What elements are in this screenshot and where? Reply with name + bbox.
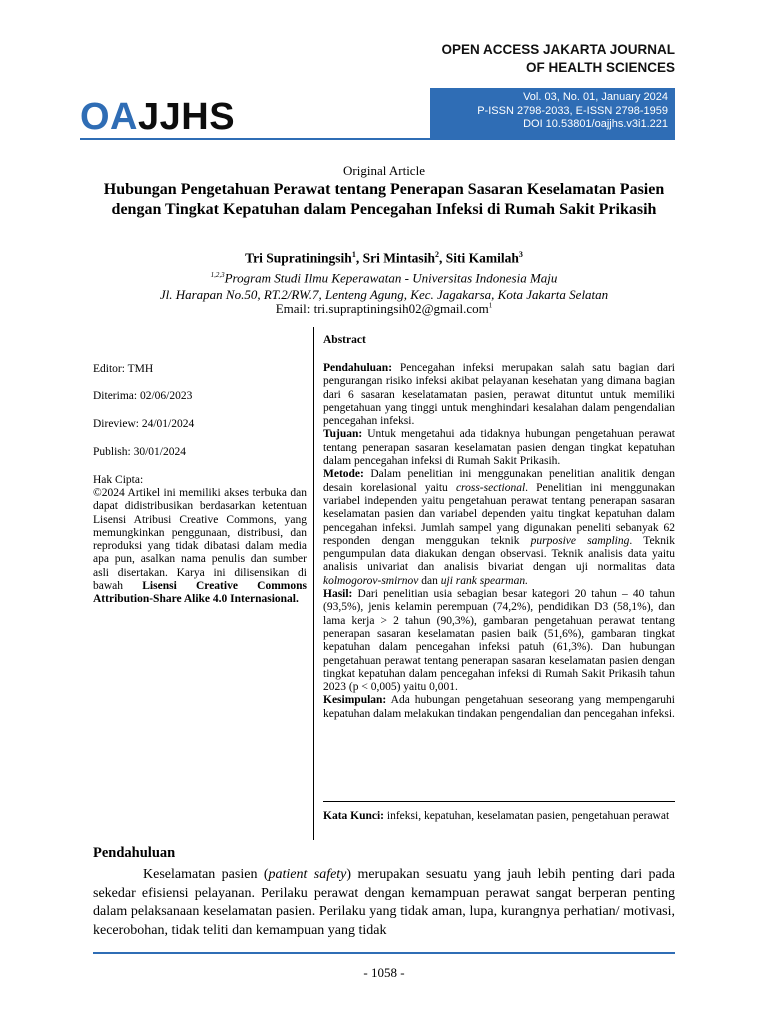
- body-text: Keselamatan pasien (: [143, 867, 269, 882]
- method-term: purposive sampling: [530, 534, 630, 547]
- body-term: patient safety: [268, 867, 347, 882]
- journal-name-line-1: OPEN ACCESS JAKARTA JOURNAL: [441, 42, 675, 57]
- aim-label: Tujuan:: [323, 428, 363, 441]
- copyright-label: Hak Cipta:: [93, 474, 144, 486]
- issn-info: P-ISSN 2798-2033, E-ISSN 2798-1959: [477, 104, 668, 117]
- copyright-text: [93, 487, 307, 607]
- journal-logo: [80, 94, 235, 140]
- method-text: Dalam penelitian ini menggunakan penelitian analitik dengan desain korelasional yaitu: [323, 468, 676, 494]
- method-term: uji rank spearman.: [440, 574, 528, 587]
- keywords-text: infeksi, kepatuhan, keselamatan pasien, pengetahuan perawat: [386, 810, 670, 822]
- aim-text: Untuk mengetahui ada tidaknya hubungan pengetahuan perawat tentang penerapan sasaran keselamatan pasien dengan tingkat kepatuhan dalam pencegahan infeksi di Rumah Sakit Prikasih.: [323, 428, 675, 468]
- affiliation-block: [0, 267, 768, 303]
- license-name[interactable]: Lisensi Creative Commons Attribution-Share Alike 4.0 Internasional.: [93, 580, 307, 606]
- author-sup: 2: [434, 250, 439, 259]
- body-text: ) merupakan sesuatu yang jauh lebih penting dari pada sekedar efisiensi pelayanan. Perilaku perawat dengan kemampuan perawat sangat berperan penting dalam pelaksanaan keselamatan pasien. Perilaku yang tidak aman, lupa, kurangnya perhatian/ motivasi, kecerobohan, tidak teliti dan kemampuan yang tidak: [93, 867, 675, 938]
- method-label: Metode:: [323, 468, 364, 481]
- header-divider: [80, 138, 675, 140]
- address: Jl. Harapan No.50, RT.2/RW.7, Lenteng Agung, Kec. Jagakarsa, Kota Jakarta Selatan: [159, 287, 609, 303]
- article-title: Hubungan Pengetahuan Perawat tentang Penerapan Sasaran Keselamatan Pasien dengan Tingkat Kepatuhan dalam Pencegahan Infeksi di Rumah Sakit Prikasih: [103, 181, 665, 218]
- article-type: Original Article: [343, 163, 425, 178]
- body-paragraph: [93, 866, 675, 940]
- abstract-body: [323, 362, 675, 721]
- conclusion-text: Ada hubungan pengetahuan seseorang yang mempengaruhi kepatuhan dalam melakukan tindakan pengendalian dan pencegahan infeksi.: [323, 694, 675, 720]
- method-text: dan: [421, 574, 438, 587]
- doi-info: DOI 10.53801/oajjhs.v3i1.221: [523, 118, 668, 130]
- conclusion-label: Kesimpulan:: [323, 694, 387, 707]
- abstract-intro: [323, 362, 675, 428]
- abstract-aim: [323, 428, 675, 468]
- copyright-body: ©2024 Artikel ini memiliki akses terbuka dan dapat didistribusikan berdasarkan ketentuan Lisensi Atribusi Creative Commons, yang memungkinkan penggunaan, distribusi, dan reproduksi yang tidak dibatasi dalam media apa pun, asalkan nama penulis dan sumber asli disertakan. Karya ini dilisensikan di bawah: [93, 487, 307, 593]
- author-sep: ,: [438, 250, 446, 266]
- keywords-label: Kata Kunci:: [323, 810, 385, 822]
- email-line[interactable]: [0, 301, 768, 317]
- received-date: Diterima: 02/06/2023: [93, 390, 193, 402]
- journal-name-line-2: OF HEALTH SCIENCES: [525, 60, 675, 75]
- journal-info-box: [430, 88, 675, 138]
- affiliation: Program Studi Ilmu Keperawatan - Universitas Indonesia Maju: [224, 270, 558, 286]
- keywords: [323, 810, 675, 823]
- intro-label: Pendahuluan:: [323, 362, 393, 374]
- author-sup: 1: [351, 250, 356, 259]
- method-term: cross-sectional: [455, 481, 526, 494]
- author-name: Tri Supratiningsih: [245, 250, 352, 266]
- keywords-divider: [323, 801, 675, 802]
- publish-date: Publish: 30/01/2024: [93, 446, 186, 458]
- abstract-conclusion: [323, 694, 675, 721]
- method-term: kolmogorov-smirnov: [323, 574, 419, 587]
- journal-name: [441, 41, 675, 77]
- author-sep: ,: [355, 250, 363, 266]
- section-heading: Pendahuluan: [93, 845, 176, 861]
- page-number: - 1058 -: [363, 965, 405, 980]
- intro-text: Pencegahan infeksi merupakan salah satu bagian dari pengurangan risiko infeksi akibat pelayanan kesehatan yang dimana bagian dari 6 sasaran keselatamatan pasien, perawat dituntut untuk memiliki pengetahuan yang tinggi untuk menghindari kesalahan dalam pengendalian pencegahan infeksi.: [323, 362, 675, 428]
- abstract-heading: Abstract: [323, 334, 366, 346]
- editor-info: Editor: TMH: [93, 363, 154, 375]
- author-name: Sri Mintasih: [362, 250, 435, 266]
- abstract-method: [323, 468, 675, 588]
- volume-info: Vol. 03, No. 01, January 2024: [523, 91, 668, 103]
- affiliation-sup: 1,2,3: [210, 271, 225, 279]
- author-name: Siti Kamilah: [445, 250, 519, 266]
- footer-divider: [93, 952, 675, 954]
- review-date: Direview: 24/01/2024: [93, 418, 195, 430]
- logo-jjhs: JJHS: [138, 96, 236, 138]
- logo-oa: OA: [80, 96, 138, 138]
- author-list: [0, 250, 768, 267]
- author-sup: 3: [518, 250, 523, 259]
- result-text: Dari penelitian usia sebagian besar kategori 20 tahun – 40 tahun (93,5%), jenis kelamin perempuan (74,2%), pendidikan D3 (58,1%), dan lama kerja > 2 tahun (90,3%), gambaran pengetahuan perawat tentang penerapan sasaran keselamatan pasien baik (51,6%), gambaran tingkat kepatuhan dalam pencegahan infeksi patuh (61,3%). Dan hubungan pengetahuan perawat tentang penerapan sasaran keselamatan pasien dengan tingkat kepatuhan dalam pencegahan infeksi di Rumah Sakit Prikasih tahun 2023 (p < 0,005) yaitu 0,001.: [323, 588, 676, 694]
- abstract-result: [323, 588, 675, 694]
- method-text: . Penelitian ini menggunakan variabel independen yaitu pengetahuan perawat tentang penerapan sasaran keselamatan pasien dan variabel dependen yaitu tingkat kepatuhan dalam pencegahan infeksi. Jumlah sampel yang digunakan peneliti sebanyak 62 responden dengan menggukan teknik: [323, 481, 676, 547]
- method-text: . Teknik pengumpulan data diakukan dengan observasi. Teknik analisis data yaitu analisis univariat dan analisis bivariat dengan uji normalitas data: [323, 534, 676, 574]
- email-sup: 1: [488, 301, 493, 310]
- author-email[interactable]: Email: tri.supraptiningsih02@gmail.com: [275, 301, 489, 316]
- result-label: Hasil:: [323, 588, 353, 601]
- column-divider: [313, 327, 314, 840]
